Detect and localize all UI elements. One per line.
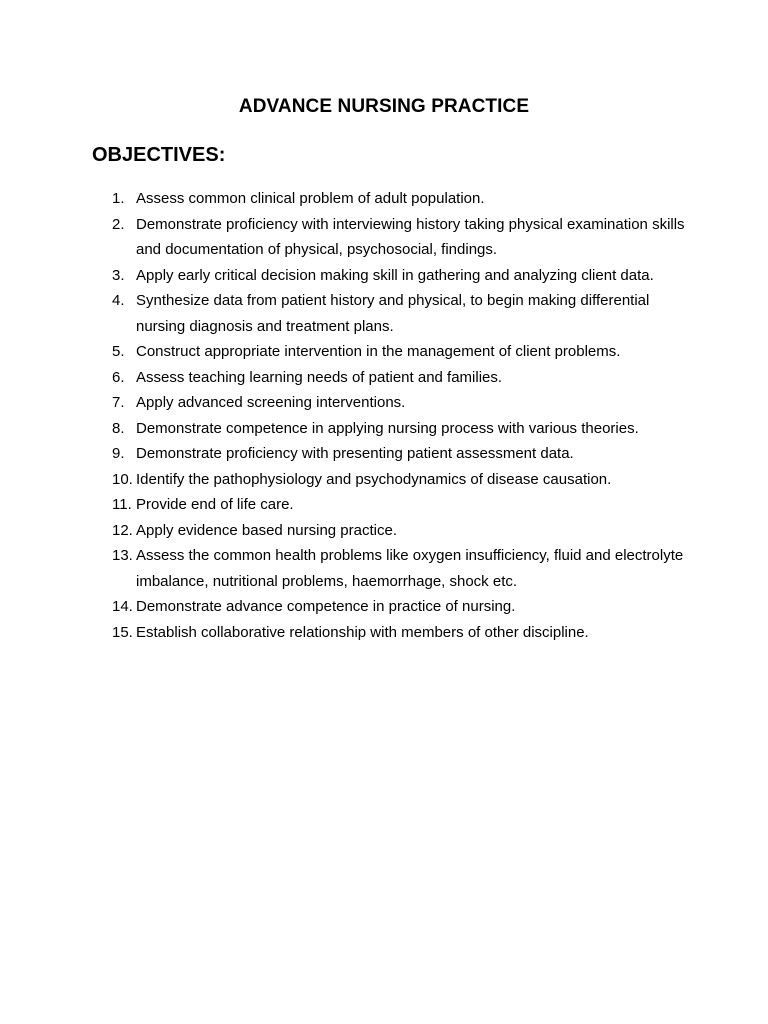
objective-number: 10. [112, 470, 133, 488]
objective-number: 4. [112, 292, 125, 309]
document-title: ADVANCE NURSING PRACTICE [238, 96, 530, 117]
objective-text: Demonstrate competence in applying nursing process with various theories. [136, 419, 639, 437]
objectives-list [112, 186, 692, 645]
objective-item [112, 492, 692, 518]
objective-text: Synthesize data from patient history and physical, to begin making differential nursing diagnosis and treatment plans. [136, 292, 650, 335]
objective-text: Demonstrate advance competence in practice of nursing. [136, 598, 516, 615]
objective-item [112, 365, 692, 391]
objective-item [112, 390, 692, 416]
objective-number: 5. [112, 343, 125, 360]
objective-text: Assess common clinical problem of adult population. [136, 190, 485, 207]
objective-text: Assess the common health problems like oxygen insufficiency, fluid and electrolyte imbalance, nutritional problems, haemorrhage, shock etc. [136, 547, 684, 590]
objective-number: 9. [112, 445, 125, 462]
objective-number: 8. [112, 419, 125, 437]
objective-item [112, 518, 692, 544]
objective-text: Identify the pathophysiology and psychodynamics of disease causation. [136, 470, 612, 488]
objective-number: 6. [112, 368, 125, 386]
objective-item [112, 594, 692, 620]
objective-number: 15. [112, 623, 133, 641]
objective-number: 11. [112, 496, 132, 513]
objective-item [112, 288, 692, 339]
objective-text: Assess teaching learning needs of patient and families. [136, 368, 503, 386]
objective-item [112, 263, 692, 289]
objective-item [112, 467, 692, 493]
objective-text: Establish collaborative relationship with members of other discipline. [136, 623, 589, 641]
objective-item [112, 620, 692, 646]
objective-number: 1. [112, 190, 125, 207]
objective-item [112, 543, 692, 594]
objective-text: Apply early critical decision making skill in gathering and analyzing client data. [136, 266, 654, 284]
objective-number: 12. [112, 521, 133, 539]
objective-item [112, 441, 692, 467]
objective-text: Demonstrate proficiency with interviewing history taking physical examination skills and documentation of physical, psychosocial, findings. [136, 215, 685, 258]
objective-text: Construct appropriate intervention in the management of client problems. [136, 343, 621, 360]
objective-text: Demonstrate proficiency with presenting patient assessment data. [136, 445, 574, 462]
objective-number: 13. [112, 547, 133, 564]
objective-number: 14. [112, 598, 133, 615]
objective-number: 7. [112, 394, 125, 411]
objective-item [112, 186, 692, 212]
objective-item [112, 212, 692, 263]
objective-number: 3. [112, 266, 125, 284]
objective-item [112, 416, 692, 442]
objectives-heading: OBJECTIVES: [92, 144, 226, 166]
objective-text: Apply evidence based nursing practice. [136, 521, 397, 539]
objective-text: Apply advanced screening interventions. [136, 394, 406, 411]
objective-number: 2. [112, 215, 125, 233]
objective-text: Provide end of life care. [136, 496, 294, 513]
objective-item [112, 339, 692, 365]
